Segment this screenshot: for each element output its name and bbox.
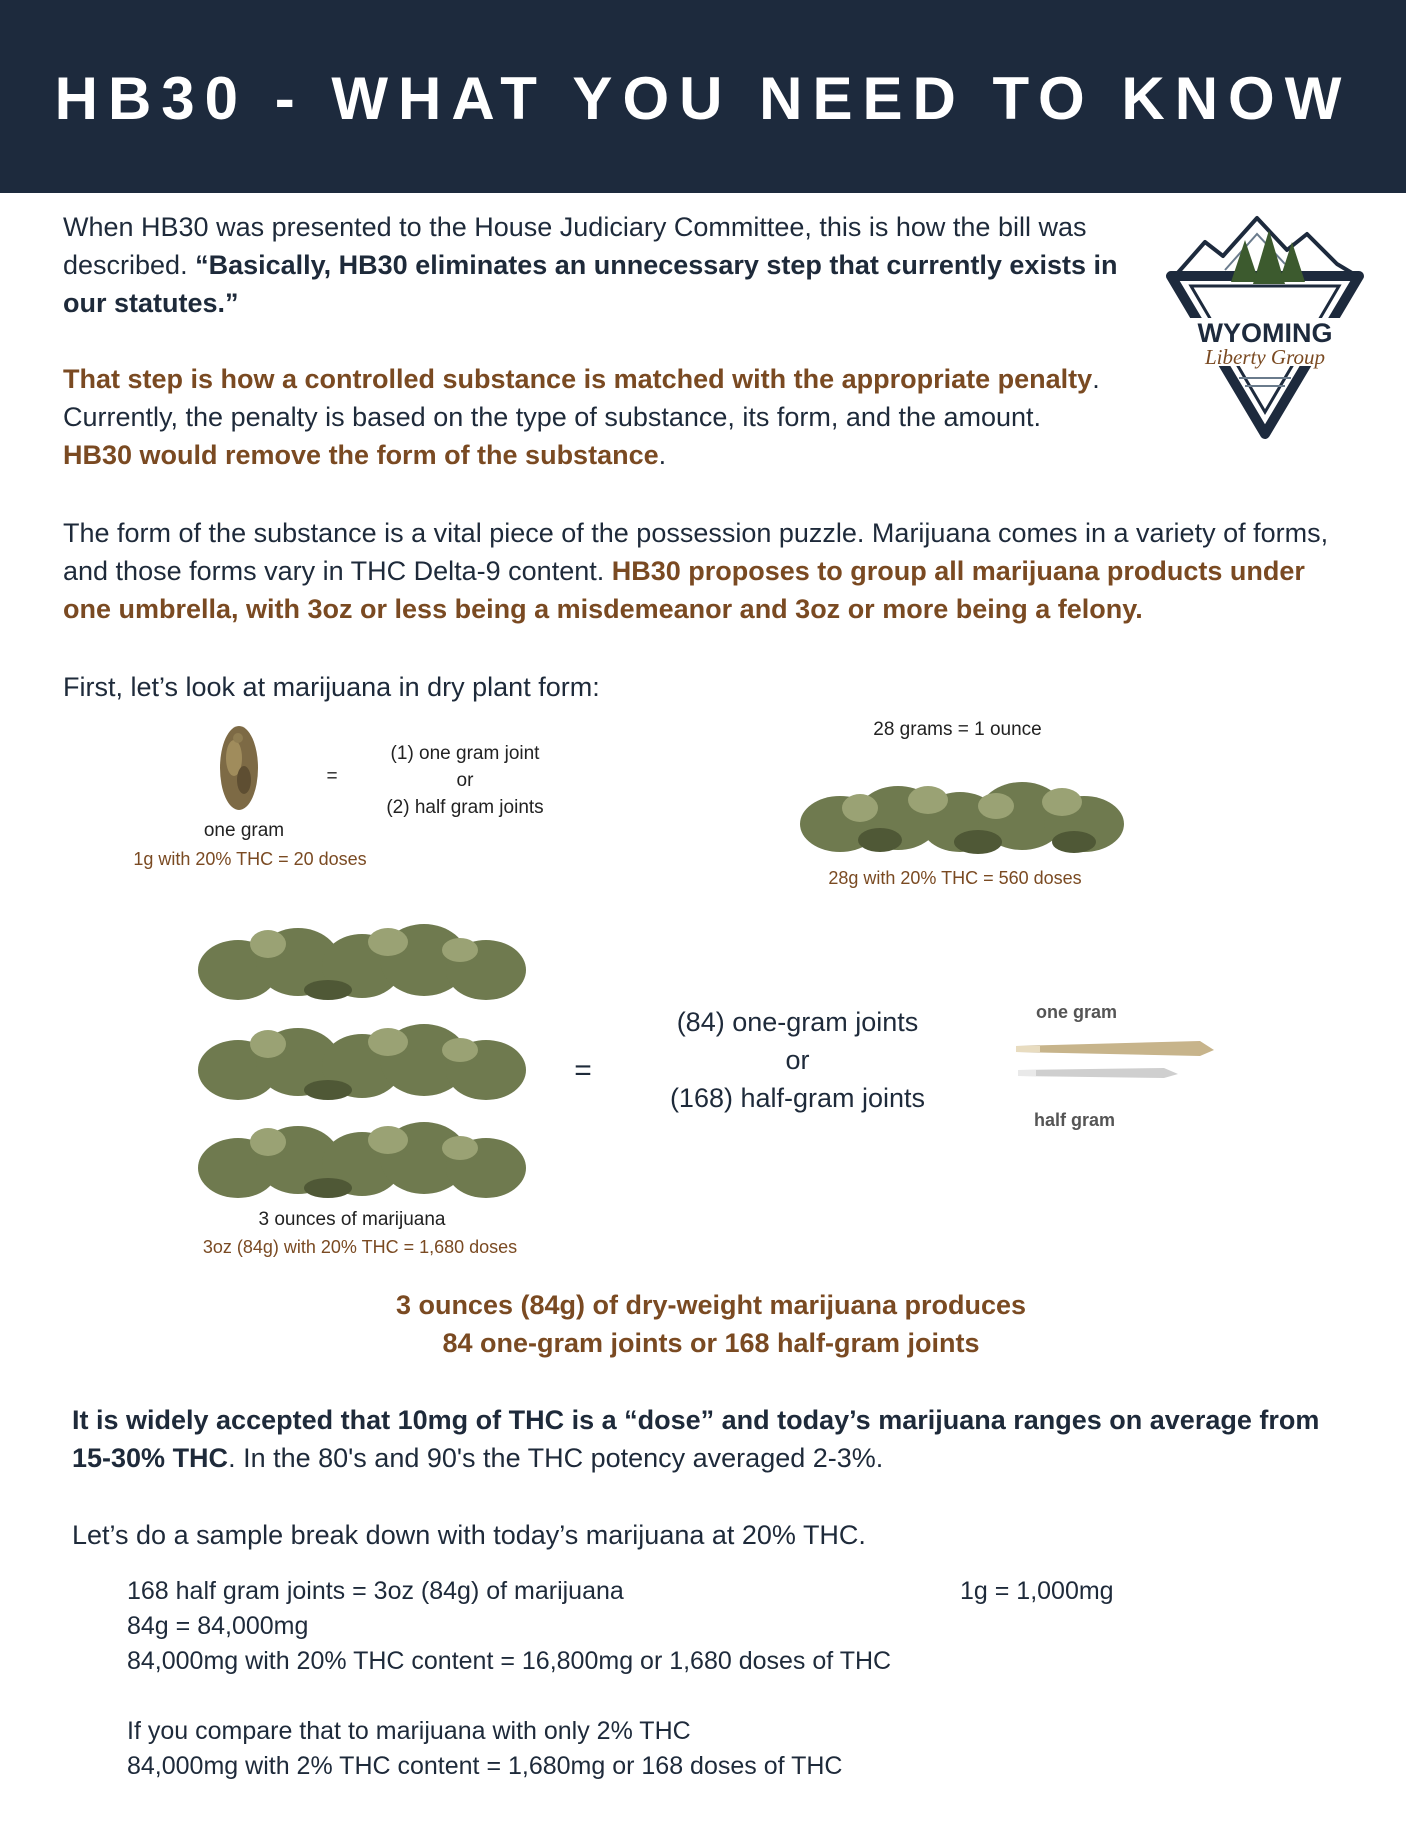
joint-label-half-gram: half gram <box>1034 1110 1116 1130</box>
three-ounces-equals: = <box>574 1054 592 1087</box>
calc-line-3: 84,000mg with 20% THC content = 16,800mg or 1,680 doses of THC <box>127 1647 892 1675</box>
one-ounce-buds-image <box>800 766 1125 860</box>
gram-option-1: (1) one gram joint <box>390 743 540 764</box>
summary-line-2: 84 one-gram joints or 168 half-gram joints <box>442 1328 980 1358</box>
ounce-title: 28 grams = 1 ounce <box>873 719 1042 740</box>
joints-option-or: or <box>785 1045 810 1075</box>
three-ounces-dose: 3oz (84g) with 20% THC = 1,680 doses <box>202 1237 518 1257</box>
dose-info-paragraph <box>72 1401 1362 1477</box>
one-gram-dose: 1g with 20% THC = 20 doses <box>133 849 367 869</box>
one-gram-bud-image <box>216 718 262 814</box>
intro-p3-emphasis: HB30 proposes to group all marijuana products under one umbrella, with 3oz or less being a misdemeanor and 3oz or more being a felony. <box>63 556 1305 624</box>
intro-paragraph-1 <box>63 208 1153 322</box>
intro-p1-quote: “Basically, HB30 eliminates an unnecessary step that currently exists in our statutes.” <box>63 250 1118 318</box>
joints-option-2: (168) half-gram joints <box>669 1083 926 1113</box>
calc-side-note: 1g = 1,000mg <box>960 1577 1114 1605</box>
gram-option-or: or <box>456 770 474 791</box>
page-title: HB30 - WHAT YOU NEED TO KNOW <box>54 65 1352 132</box>
three-ounces-buds-image <box>198 914 526 1204</box>
joints-option-1: (84) one-gram joints <box>676 1007 919 1037</box>
gram-equals: = <box>326 766 338 787</box>
header-banner <box>0 0 1406 193</box>
dose-info-emphasis: It is widely accepted that 10mg of THC is a “dose” and today’s marijuana ranges on average from 15-30% THC <box>72 1405 1320 1473</box>
wyoming-liberty-group-logo <box>1165 212 1365 442</box>
intro-p2-emphasis: That step is how a controlled substance is matched with the appropriate penalty <box>63 364 1093 394</box>
dose-info-text: . In the 80's and 90's the THC potency averaged 2-3%. <box>228 1443 884 1473</box>
intro-p3-text: The form of the substance is a vital piece of the possession puzzle. Marijuana comes in a variety of forms, and those forms vary in THC Delta-9 content. <box>63 518 1329 586</box>
intro-p2-emphasis-2: HB30 would remove the form of the substance <box>63 440 659 470</box>
intro-p1-text: When HB30 was presented to the House Judiciary Committee, this is how the bill was described. <box>63 212 1087 280</box>
joints-image <box>1014 1038 1214 1090</box>
summary-line-1: 3 ounces (84g) of dry-weight marijuana produces <box>395 1290 1027 1320</box>
logo-text-wyoming: WYOMING <box>1197 318 1333 348</box>
one-gram-label: one gram <box>203 820 285 841</box>
calc-line-4: If you compare that to marijuana with only 2% THC <box>127 1717 691 1745</box>
three-ounces-label: 3 ounces of marijuana <box>258 1209 446 1230</box>
calc-line-5: 84,000mg with 2% THC content = 1,680mg or 168 doses of THC <box>127 1752 843 1780</box>
gram-option-2: (2) half gram joints <box>386 797 544 818</box>
calc-line-1: 168 half gram joints = 3oz (84g) of marijuana <box>127 1577 624 1605</box>
intro-p2-end: . <box>658 440 667 470</box>
sample-breakdown-intro: Let’s do a sample break down with today’s marijuana at 20% THC. <box>72 1520 866 1550</box>
joint-label-one-gram: one gram <box>1036 1002 1118 1022</box>
intro-p2-text: . Currently, the penalty is based on the type of substance, its form, and the amount. <box>63 364 1100 432</box>
intro-paragraph-3 <box>63 514 1353 628</box>
calc-line-2: 84g = 84,000mg <box>127 1612 309 1640</box>
logo-text-liberty-group: Liberty Group <box>1205 345 1325 369</box>
ounce-dose: 28g with 20% THC = 560 doses <box>828 868 1082 888</box>
intro-paragraph-2 <box>63 360 1163 474</box>
intro-paragraph-4: First, let’s look at marijuana in dry plant form: <box>63 672 600 702</box>
